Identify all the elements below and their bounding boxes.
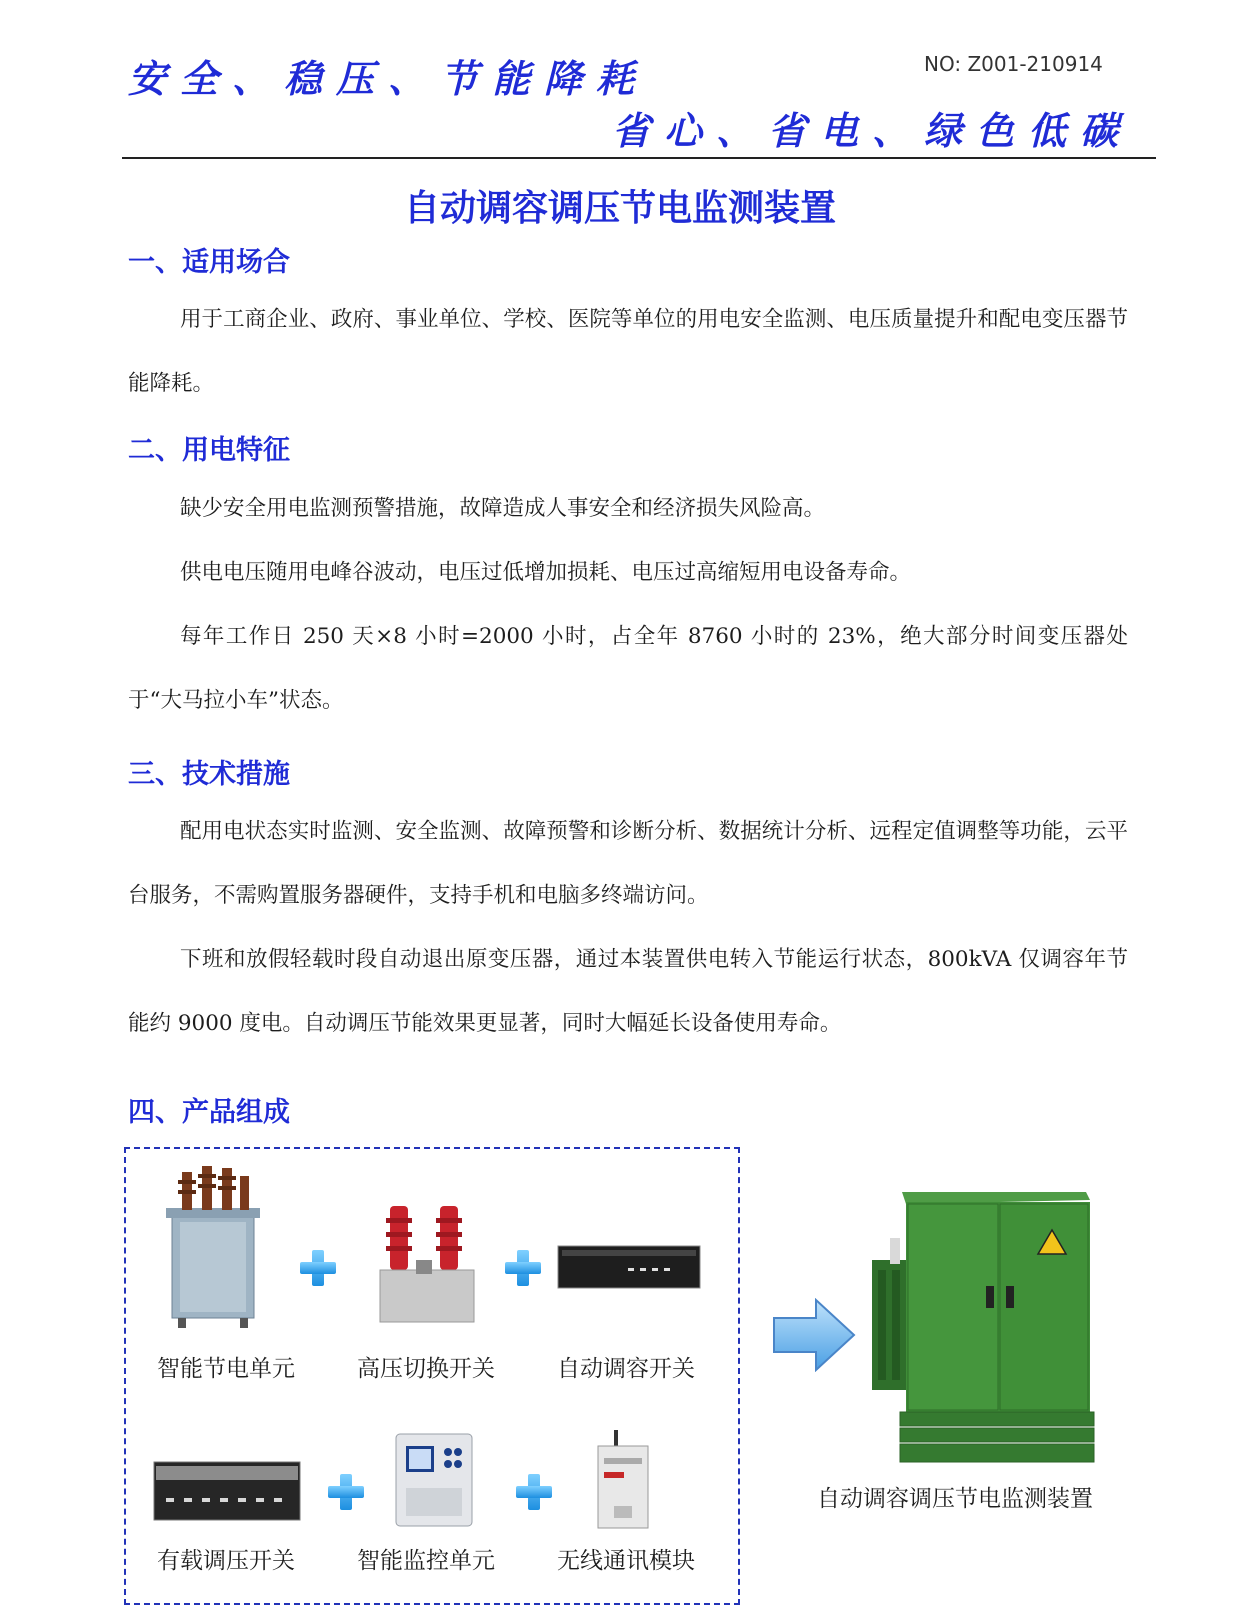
section-3-paragraph-1: 配用电状态实时监测、安全监测、故障预警和诊断分析、数据统计分析、远程定值调整等功能，云平台服务，不需购置服务器硬件，支持手机和电脑多终端访问。 xyxy=(128,819,1128,908)
plus-icon xyxy=(300,1250,336,1286)
section-2-paragraph-2: 供电电压随用电峰谷波动，电压过低增加损耗、电压过高缩短用电设备寿命。 xyxy=(180,560,912,585)
section-heading-2: 二、用电特征 xyxy=(128,435,290,466)
document-number: NO: Z001-210914 xyxy=(924,52,1103,76)
slogan-line-1: 安全、稳压、节能降耗 xyxy=(128,57,649,101)
section-heading-3: 三、技术措施 xyxy=(128,759,290,790)
component-label-5: 智能监控单元 xyxy=(357,1548,495,1574)
page-title: 自动调容调压节电监测装置 xyxy=(403,188,836,229)
result-device-label: 自动调容调压节电监测装置 xyxy=(817,1486,1093,1512)
section-1-paragraph-1: 用于工商企业、政府、事业单位、学校、医院等单位的用电安全监测、电压质量提升和配电变压器节能降耗。 xyxy=(128,307,1128,396)
monitor-unit-icon xyxy=(392,1430,476,1530)
component-label-2: 高压切换开关 xyxy=(357,1356,495,1382)
hv-switch-icon xyxy=(376,1200,486,1330)
component-label-1: 智能节电单元 xyxy=(157,1356,295,1382)
plus-icon xyxy=(516,1474,552,1510)
section-3-paragraph-2: 下班和放假轻载时段自动退出原变压器，通过本装置供电转入节能运行状态，800kVA 仅调容年节能约 9000 度电。自动调压节能效果更显著，同时大幅延长设备使用寿命。 xyxy=(128,947,1128,1036)
component-label-4: 有载调压开关 xyxy=(157,1548,295,1574)
transformer-icon xyxy=(158,1162,268,1332)
section-2-paragraph-1: 缺少安全用电监测预警措施，故障造成人事安全和经济损失风险高。 xyxy=(180,496,826,521)
capacity-switch-icon xyxy=(556,1242,702,1292)
plus-icon xyxy=(505,1250,541,1286)
green-cabinet-icon xyxy=(866,1190,1096,1468)
tap-changer-icon xyxy=(152,1458,302,1524)
plus-icon xyxy=(328,1474,364,1510)
component-label-3: 自动调容开关 xyxy=(557,1356,695,1382)
section-heading-1: 一、适用场合 xyxy=(128,247,290,278)
component-label-6: 无线通讯模块 xyxy=(557,1548,695,1574)
arrow-right-icon xyxy=(772,1298,856,1372)
wireless-module-icon xyxy=(592,1428,654,1532)
section-2-paragraph-3: 每年工作日 250 天×8 小时=2000 小时，占全年 8760 小时的 23%，绝大部分时间变压器处于“大马拉小车”状态。 xyxy=(128,624,1128,713)
slogan-line-2: 省心、省电、绿色低碳 xyxy=(612,109,1133,153)
header-divider xyxy=(122,157,1156,159)
section-heading-4: 四、产品组成 xyxy=(128,1097,290,1128)
